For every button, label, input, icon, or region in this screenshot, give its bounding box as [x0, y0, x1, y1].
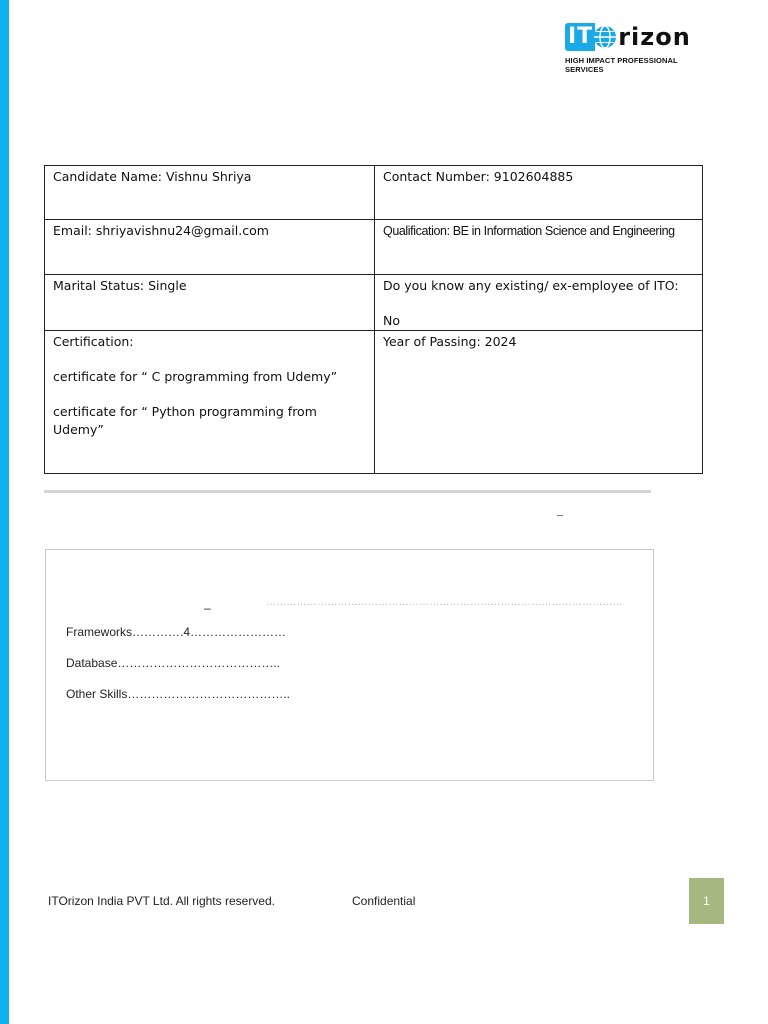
page-number-badge [689, 878, 724, 924]
email-cell [45, 220, 375, 275]
ito-employee-question: Do you know any existing/ ex-employee of ITO: [383, 278, 679, 293]
skills-box [45, 549, 654, 781]
candidate-info-table [44, 165, 703, 474]
logo-rizon-text: rizon [618, 23, 691, 51]
certification-heading: Certification: [53, 334, 134, 349]
table-row [45, 220, 703, 275]
certificate-item: certificate for “ Python programming from Udemy” [53, 404, 317, 437]
skills-dash: – [204, 601, 211, 615]
ito-employee-cell [375, 275, 703, 331]
email: Email: shriyavishnu24@gmail.com [53, 223, 269, 238]
other-skills-line: Other Skills………………………………….. [66, 687, 291, 701]
certification-cell [45, 331, 375, 474]
year-of-passing: Year of Passing: 2024 [383, 334, 517, 349]
footer-copyright: ITOrizon India PVT Ltd. All rights reserved. [48, 894, 275, 908]
marital-status-cell [45, 275, 375, 331]
left-accent-bar [0, 0, 9, 1024]
page-number: 1 [703, 894, 710, 908]
contact-number-cell [375, 166, 703, 220]
section-divider [44, 490, 651, 493]
year-of-passing-cell [375, 331, 703, 474]
candidate-name: Candidate Name: Vishnu Shriya [53, 169, 252, 184]
logo-tagline: HIGH IMPACT PROFESSIONAL SERVICES [565, 56, 678, 74]
footer-confidential: Confidential [352, 894, 416, 908]
table-row [45, 275, 703, 331]
table-row [45, 166, 703, 220]
database-line: Database………………………………….. [66, 656, 281, 670]
table-row [45, 331, 703, 474]
qualification-cell [375, 220, 703, 275]
ito-employee-answer: No [383, 313, 400, 328]
qualification: Qualification: BE in Information Science and Engineering [383, 224, 675, 238]
candidate-name-cell [45, 166, 375, 220]
logo-it-text: IT [565, 23, 595, 51]
skills-dotted-line: …………………………………………………………………………………………… [266, 597, 623, 608]
company-logo [565, 22, 715, 74]
small-dash-mark [557, 515, 563, 516]
frameworks-line: Frameworks………….4…………………… [66, 625, 287, 639]
contact-number: Contact Number: 9102604885 [383, 169, 574, 184]
globe-icon [593, 25, 617, 49]
marital-status: Marital Status: Single [53, 278, 187, 293]
certificate-item: certificate for “ C programming from Udemy” [53, 369, 338, 384]
